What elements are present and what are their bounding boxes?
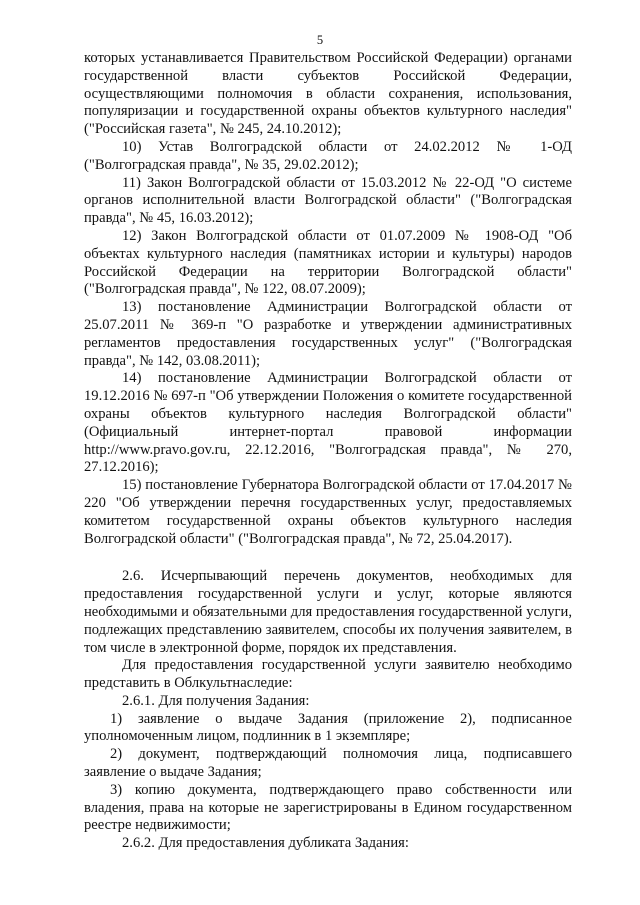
- subsection-2-6-2: 2.6.2. Для предоставления дубликата Задания:: [122, 835, 409, 852]
- list-item-14: 14) постановление Администрации Волгоградской области от 19.12.2016 № 697-п "Об утверждении Положения о комитете государственной охраны объектов культурного наследия Волгоградской области" (Официальный интернет-портал правовой информации http://www.pravo.gov.ru, 22.12.2016, "Волгоградская правда", № 270, 27.12.2016);: [84, 370, 572, 476]
- list-item-10: 10) Устав Волгоградской области от 24.02.2012 № 1-ОД ("Волгоградская правда", № 35, 29.02.2012);: [84, 138, 572, 173]
- section-2-6-heading: 2.6. Исчерпывающий перечень документов, необходимых для предоставления государственной услуги и услуг, которые являются необходимыми и обязательными для предоставления государственной услуги, подлежащих представлению заявителем, способы их получения заявителем, в том числе в электронной форме, порядок их представления.: [84, 568, 572, 656]
- subsection-2-6-1: 2.6.1. Для получения Задания:: [122, 692, 310, 709]
- list-item-13: 13) постановление Администрации Волгоградской области от 25.07.2011 № 369-п "О разработке и утверждении административных регламентов предоставления государственных услуг" ("Волгоградская правда", № 142, 03.08.2011);: [84, 299, 572, 369]
- paragraph-continuation: которых устанавливается Правительством Российской Федерации) органами государственной власти субъектов Российской Федерации, осуществляющими полномочия в области сохранения, использования, популяризации и государственной охраны объектов культурного наследия" ("Российская газета", № 245, 24.10.2012);: [84, 50, 572, 138]
- document-item-2: 2) документ, подтверждающий полномочия лица, подписавшего заявление о выдаче Задания;: [84, 746, 572, 781]
- paragraph-intro: Для предоставления государственной услуги заявителю необходимо представить в Облкультнаследие:: [84, 657, 572, 692]
- list-item-11: 11) Закон Волгоградской области от 15.03.2012 № 22-ОД "О системе органов исполнительной власти Волгоградской области" ("Волгоградская правда", № 45, 16.03.2012);: [84, 174, 572, 227]
- document-item-3: 3) копию документа, подтверждающего право собственности или владения, права на которые не зарегистрированы в Едином государственном реестре недвижимости;: [84, 781, 572, 834]
- list-item-15: 15) постановление Губернатора Волгоградской области от 17.04.2017 № 220 "Об утверждении перечня государственных услуг, предоставляемых комитетом государственной охраны объектов культурного наследия Волгоградской области" ("Волгоградская правда", № 72, 25.04.2017).: [84, 477, 572, 547]
- list-item-12: 12) Закон Волгоградской области от 01.07.2009 № 1908-ОД "Об объектах культурного наследия (памятниках истории и культуры) народов Российской Федерации на территории Волгоградской области" ("Волгоградская правда", № 122, 08.07.2009);: [84, 227, 572, 298]
- section-gap: [84, 548, 572, 568]
- document-item-1: 1) заявление о выдаче Задания (приложение 2), подписанное уполномоченным лицом, подлинник в 1 экземпляре;: [84, 710, 572, 745]
- document-body: [84, 50, 572, 853]
- page-number: 5: [316, 33, 324, 47]
